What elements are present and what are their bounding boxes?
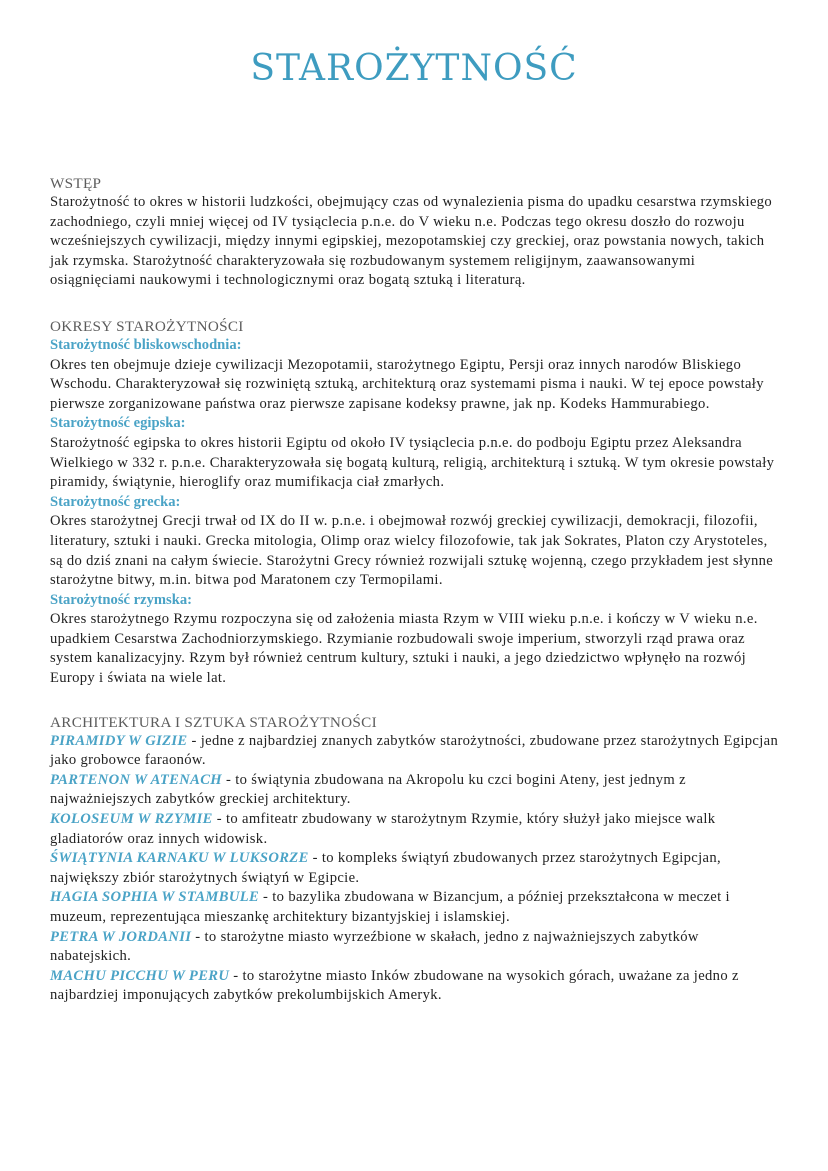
- architecture-item-text: - to świątynia zbudowana na Akropolu ku czci bogini Ateny, jest jednym z najważniejszych zabytków greckiej architektury.: [50, 771, 686, 808]
- period-paragraph-egypt: Starożytność egipska to okres historii Egiptu od około IV tysiąclecia p.n.e. do podboju Egiptu przez Aleksandra Wielkiego w 332 r. p.n.e. Charakteryzowała się bogatą kulturą, religią, architekturą i sztuką. W tym okresie powstały piramidy, świątynie, hieroglify oraz mumifikacja ciał zmarłych.: [50, 434, 775, 491]
- architecture-item: [50, 888, 780, 927]
- document-content: [50, 174, 780, 1006]
- period-subheading-egypt: Starożytność egipska:: [50, 415, 186, 432]
- architecture-item-name: ŚWIĄTYNIA KARNAKU W LUKSORZE: [50, 850, 309, 867]
- periods-section: [50, 317, 780, 689]
- intro-section: [50, 174, 780, 291]
- architecture-item: [50, 732, 780, 771]
- period-paragraph-greece: Okres starożytnej Grecji trwał od IX do II w. p.n.e. i obejmował rozwój greckiej cywilizacji, demokracji, filozofii, literatury, sztuki i nauki. Grecka mitologia, Olimp oraz wielcy filozofowie, tak jak Sokrates, Platon czy Arystoteles, są do dziś znani na całym świecie. Starożytni Grecy również rozwijali sztukę wojenną, czego przykładem jest słynne starożytne bitwy, m.in. bitwa pod Maratonem czy Termopilami.: [50, 513, 774, 589]
- period-paragraph-rome: Okres starożytnego Rzymu rozpoczyna się od założenia miasta Rzym w VIII wieku p.n.e. i kończy w V wieku n.e. upadkiem Cesarstwa Zachodniorzymskiego. Rzymianie rozbudowali swoje imperium, stworzyli rząd prawa oraz system kanalizacyjny. Rzym był również centrum kultury, sztuki i nauki, a jego dziedzictwo wpłynęło na rozwój Europy i świata na wiele lat.: [50, 611, 758, 687]
- architecture-item-text: - to starożytne miasto wyrzeźbione w skałach, jedno z najważniejszych zabytków nabatejskich.: [50, 928, 699, 965]
- intro-paragraph: Starożytność to okres w historii ludzkości, obejmujący czas od wynalezienia pisma do upadku cesarstwa rzymskiego zachodniego, czyli mniej więcej od IV tysiąclecia p.n.e. do V wieku n.e. Podczas tego okresu doszło do rozwoju wcześniejszych cywilizacji, między innymi egipskiej, mezopotamskiej czy greckiej, oraz powstania nowych, takich jak rzymska. Starożytność charakteryzowała się rozbudowanym systemem religijnym, zaawansowanymi osiągnięciami naukowymi i technologicznymi oraz bogatą sztuką i literaturą.: [50, 194, 773, 289]
- section-heading-intro: WSTĘP: [50, 175, 102, 192]
- architecture-item-name: MACHU PICCHU W PERU: [50, 967, 230, 984]
- section-heading-architecture: ARCHITEKTURA I SZTUKA STAROŻYTNOŚCI: [50, 713, 377, 731]
- section-heading-periods: OKRESY STAROŻYTNOŚCI: [50, 317, 244, 335]
- period-subheading-rome: Starożytność rzymska:: [50, 591, 192, 608]
- architecture-item-text: - jedne z najbardziej znanych zabytków starożytności, zbudowane przez starożytnych Egipcjan jako grobowce faraonów.: [50, 732, 779, 769]
- architecture-item-text: - to amfiteatr zbudowany w starożytnym Rzymie, który służył jako miejsce walk gladiatorów oraz innych widowisk.: [50, 811, 716, 847]
- architecture-item-text: - to kompleks świątyń zbudowanych przez starożytnych Egipcjan, największy zbiór starożytnych świątyń w Egipcie.: [50, 850, 721, 886]
- architecture-item-name: KOLOSEUM W RZYMIE: [50, 811, 213, 828]
- period-subheading-near-east: Starożytność bliskowschodnia:: [50, 336, 242, 353]
- architecture-item-name: HAGIA SOPHIA W STAMBULE: [50, 889, 260, 906]
- period-paragraph-near-east: Okres ten obejmuje dzieje cywilizacji Mezopotamii, starożytnego Egiptu, Persji oraz innych narodów Bliskiego Wschodu. Charakteryzował się rozwiniętą sztuką, architekturą oraz systemami pisma i nauki. W tej epoce powstały pierwsze zorganizowane państwa oraz pierwsze zapisane kodeksy prawne, jak np. Kodeks Hammurabiego.: [50, 356, 764, 412]
- architecture-item-name: PETRA W JORDANII: [50, 928, 192, 945]
- architecture-item-name: PIRAMIDY W GIZIE: [50, 732, 188, 749]
- architecture-item: [50, 967, 780, 1006]
- architecture-item-text: - to starożytne miasto Inków zbudowane na wysokich górach, uważane za jedno z najbardziej imponujących zabytków prekolumbijskich Ameryk.: [50, 967, 739, 1004]
- architecture-item: [50, 771, 780, 810]
- architecture-item-name: PARTENON W ATENACH: [50, 771, 223, 788]
- architecture-item: [50, 849, 780, 888]
- architecture-section: [50, 713, 780, 1006]
- architecture-item-text: - to bazylika zbudowana w Bizancjum, a później przekształcona w meczet i muzeum, reprezentująca mieszankę architektury bizantyjskiej i islamskiej.: [50, 889, 730, 925]
- page-title: STAROŻYTNOŚĆ: [250, 48, 578, 89]
- architecture-item: [50, 928, 780, 967]
- architecture-item: [50, 810, 780, 849]
- period-subheading-greece: Starożytność grecka:: [50, 493, 181, 510]
